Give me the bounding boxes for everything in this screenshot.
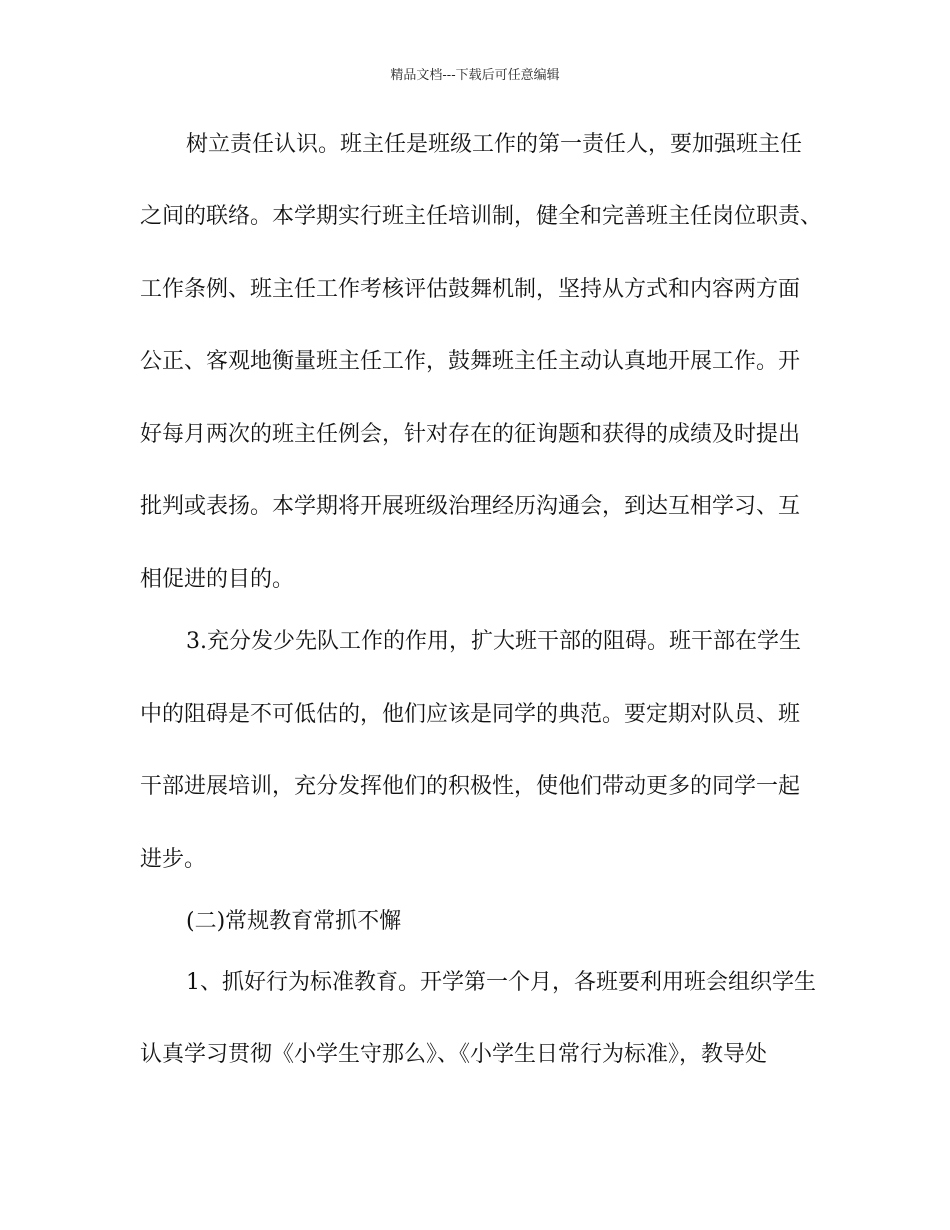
paragraph-line: 批判或表扬。本学期将开展班级治理经历沟通会，到达互相学习、互: [140, 494, 801, 519]
paragraph-line: 公正、客观地衡量班主任工作，鼓舞班主任主动认真地开展工作。开: [140, 349, 801, 374]
paragraph-line: 工作条例、班主任工作考核评估鼓舞机制，坚持从方式和内容两方面: [140, 277, 801, 302]
page-header: 精品文档---下载后可任意编辑: [390, 68, 560, 83]
paragraph-line: 之间的联络。本学期实行班主任培训制，健全和完善班主任岗位职责、: [140, 204, 823, 229]
paragraph-line: 认真学习贯彻《小学生守那么》、《小学生日常行为标准》，教导处: [140, 1042, 768, 1067]
paragraph-line: 相促进的目的。: [140, 567, 295, 592]
paragraph-line: 树立责任认识。班主任是班级工作的第一责任人，要加强班主任: [186, 132, 803, 157]
paragraph-line: 好每月两次的班主任例会，针对存在的征询题和获得的成绩及时提出: [140, 422, 801, 447]
paragraph-line: 中的阻碍是不可低估的，他们应该是同学的典范。要定期对队员、班: [140, 702, 801, 727]
paragraph-line: 1、抓好行为标准教育。开学第一个月，各班要利用班会组织学生: [186, 970, 816, 995]
section-heading: (二)常规教育常抓不懈: [186, 909, 402, 934]
paragraph-line: 进步。: [140, 847, 207, 872]
paragraph-line: 3.充分发少先队工作的作用，扩大班干部的阻碍。班干部在学生: [186, 629, 801, 654]
paragraph-line: 干部进展培训，充分发挥他们的积极性，使他们带动更多的同学一起: [140, 774, 801, 799]
